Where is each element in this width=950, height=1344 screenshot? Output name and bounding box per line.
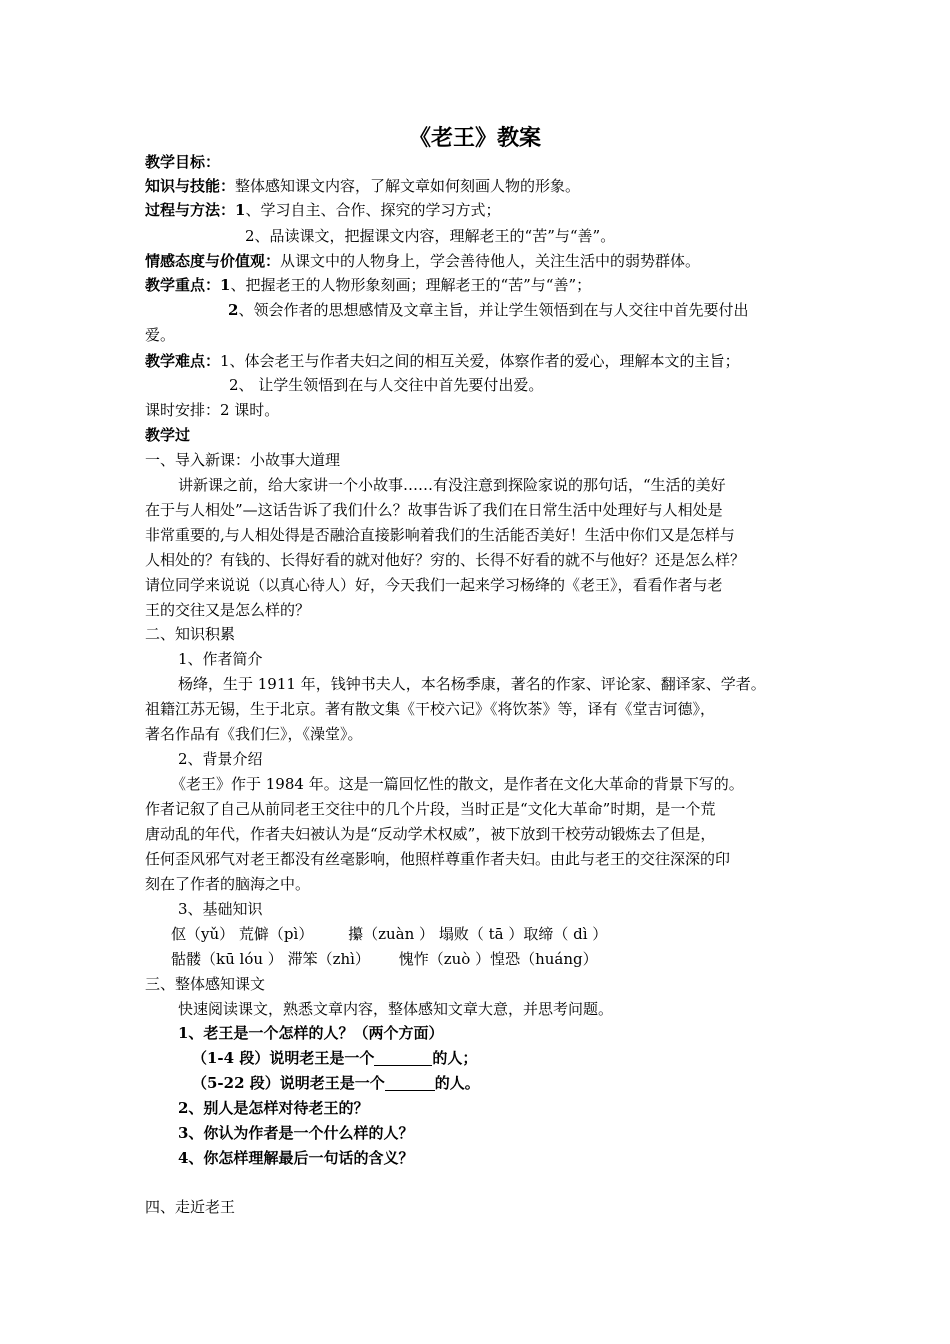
- section3-intro: 快速阅读课文，熟悉文章内容，整体感知文章大意，并思考问题。: [178, 1000, 614, 1018]
- question-3: 3、你认为作者是一个什么样的人？: [178, 1124, 414, 1142]
- vocab-item: 取缔（ dì ）: [523, 925, 608, 943]
- emotion-values-line: 情感态度与价值观：从课文中的人物身上，学会善待他人，关注生活中的弱势群体。: [145, 252, 701, 270]
- background-para-line: 刻在了作者的脑海之中。: [145, 875, 311, 893]
- section1-para-line: 人相处的？有钱的、长得好看的就对他好？穷的、长得不好看的就不与他好？还是怎么样？: [145, 551, 746, 569]
- vocab-item: 伛（yǔ）: [171, 925, 235, 943]
- basics-heading: 3、基础知识: [178, 900, 263, 918]
- section1-para-line: 讲新课之前，给大家讲一个小故事……有没注意到探险家说的那句话，“生活的美好: [178, 476, 726, 494]
- author-para-line: 著名作品有《我们仨》，《澡堂》。: [145, 725, 363, 743]
- section1-heading: 一、导入新课：小故事大道理: [145, 451, 341, 469]
- fill-blank: [374, 1049, 432, 1066]
- process-method-line-1: 过程与方法：1、学习自主、合作、探究的学习方式；: [145, 201, 501, 219]
- vocab-row-2: [171, 948, 598, 970]
- background-heading: 2、背景介绍: [178, 750, 263, 768]
- vocab-row-1: [171, 923, 607, 945]
- author-para-line: 杨绛，生于 1911 年，钱钟书夫人，本名杨季康，著名的作家、评论家、翻译家、学者。: [178, 675, 766, 693]
- author-para-line: 祖籍江苏无锡，生于北京。著有散文集《干校六记》《将饮茶》等，译有《堂吉诃德》，: [145, 700, 716, 718]
- question-2: 2、别人是怎样对待老王的？: [178, 1099, 369, 1117]
- vocab-item: 愧怍（zuò ）: [398, 950, 491, 968]
- knowledge-skills-line: 知识与技能：整体感知课文内容，了解文章如何刻画人物的形象。: [145, 177, 581, 195]
- fill-blank: [385, 1074, 435, 1091]
- vocab-item: 攥（zuàn ）: [348, 925, 435, 943]
- section3-heading: 三、整体感知课文: [145, 975, 266, 993]
- key-points-line-2-cont: 爱。: [145, 326, 176, 344]
- question-1b: （5-22 段）说明老王是一个 的人。: [192, 1074, 480, 1092]
- author-heading: 1、作者简介: [178, 650, 263, 668]
- process-method-line-2: 2、品读课文，把握课文内容，理解老王的“苦”与“善”。: [245, 227, 616, 245]
- vocab-item: 惶恐（huáng）: [490, 950, 598, 968]
- vocab-item: 骷髅（kū lóu ）: [171, 950, 283, 968]
- vocab-item: 滞笨（zhì）: [287, 950, 370, 968]
- question-1: 1、老王是一个怎样的人？（两个方面）: [178, 1024, 444, 1042]
- difficulties-line-2: 2、 让学生领悟到在与人交往中首先要付出爱。: [229, 376, 544, 394]
- background-para-line: 《老王》作于 1984 年。这是一篇回忆性的散文，是作者在文化大革命的背景下写的。: [171, 775, 744, 793]
- schedule-line: 课时安排：2 课时。: [145, 401, 280, 419]
- background-para-line: 任何歪风邪气对老王都没有丝毫影响，他照样尊重作者夫妇。由此与老王的交往深深的印: [145, 850, 731, 868]
- question-4: 4、你怎样理解最后一句话的含义？: [178, 1149, 414, 1167]
- background-para-line: 作者记叙了自己从前同老王交往中的几个片段，当时正是“文化大革命”时期，是一个荒: [145, 800, 716, 818]
- background-para-line: 唐动乱的年代，作者夫妇被认为是“反动学术权威”，被下放到干校劳动锻炼去了但是，: [145, 825, 716, 843]
- section2-heading: 二、知识积累: [145, 625, 236, 643]
- vocab-item: 荒僻（pì）: [238, 925, 314, 943]
- vocab-item: 塌败（ tā ）: [438, 925, 524, 943]
- difficulties-line-1: 教学难点：1、体会老王与作者夫妇之间的相互关爱，体察作者的爱心，理解本文的主旨；: [145, 352, 740, 370]
- section1-para-line: 非常重要的,与人相处得是否融洽直接影响着我们的生活能否美好！生活中你们又是怎样与: [145, 526, 735, 544]
- section4-heading: 四、走近老王: [145, 1198, 236, 1216]
- objectives-heading: 教学目标：: [145, 153, 221, 171]
- process-heading: 教学过: [145, 426, 191, 444]
- question-1a: （1-4 段）说明老王是一个 的人；: [192, 1049, 478, 1067]
- page-title: 《老王》教案: [408, 125, 541, 151]
- section1-para-line: 在于与人相处”—这话告诉了我们什么？故事告诉了我们在日常生活中处理好与人相处是: [145, 501, 723, 519]
- key-points-line-1: 教学重点：1、把握老王的人物形象刻画；理解老王的“苦”与“善”；: [145, 276, 592, 294]
- key-points-line-2: 2、领会作者的思想感情及文章主旨，并让学生领悟到在与人交往中首先要付出: [228, 301, 749, 319]
- section1-para-line: 请位同学来说说（以真心待人）好，今天我们一起来学习杨绛的《老王》，看看作者与老: [145, 576, 723, 594]
- section1-para-line: 王的交往又是怎么样的？: [145, 601, 311, 619]
